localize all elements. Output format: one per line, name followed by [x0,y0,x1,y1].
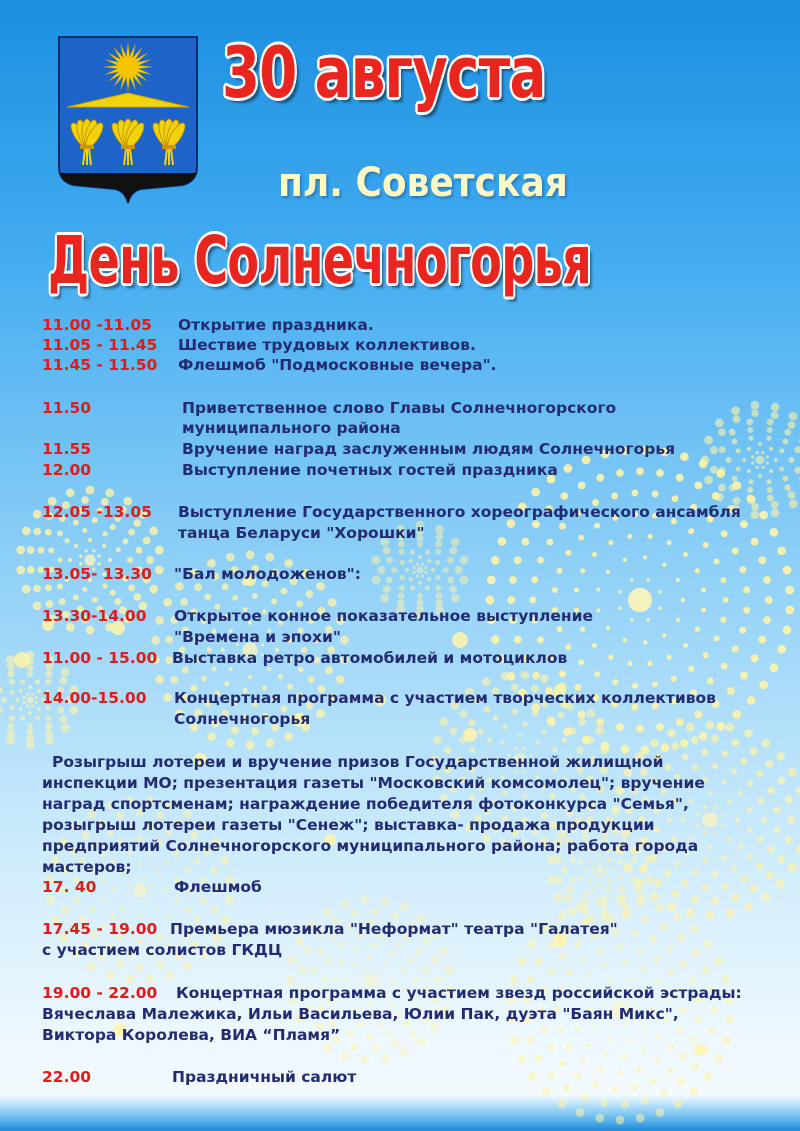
paragraph-line: мастеров; [42,858,132,876]
schedule-event: муниципального района [182,419,401,437]
schedule-event: Премьера мюзикла "Неформат" театра "Галатея" [170,920,618,938]
schedule-time: 17.45 - 19.00 [42,920,158,938]
paragraph-line: наград спортсменам; награждение победителя фотоконкурса "Семья", [42,795,689,813]
schedule-event: Вячеслава Малежика, Ильи Васильева, Юлии Пак, дуэта "Баян Микс", [42,1005,679,1023]
schedule-time: 17. 40 [42,878,97,896]
schedule-time: 12.05 -13.05 [42,503,152,521]
coat-of-arms-icon [57,35,199,205]
schedule-event: Солнечногорья [174,710,311,728]
schedule-time: 13.05- 13.30 [42,565,152,583]
schedule-event: Праздничный салют [172,1068,357,1086]
schedule-event: Выступление Государственного хореографического ансамбля [178,503,741,521]
schedule-event: Открытое конное показательное выступление [174,607,593,625]
date-title: 30 августа [222,32,546,114]
paragraph-line: предприятий Солнечногорского муниципального района; работа города [42,837,699,855]
schedule-time: 11.05 - 11.45 [42,336,158,354]
schedule-event: "Времена и эпохи" [174,628,341,646]
schedule-event: Концертная программа с участием творческих коллективов [174,689,716,707]
schedule-time: 11.00 - 15.00 [42,649,158,667]
schedule-time: 11.00 -11.05 [42,316,152,334]
schedule-event: с участием солистов ГКДЦ [42,941,283,959]
schedule-time: 19.00 - 22.00 [42,984,158,1002]
schedule-event: Вручение наград заслуженным людям Солнечногорья [182,440,676,458]
main-title: День Солнечногорья [48,222,592,299]
schedule-event: Открытие праздника. [178,316,374,334]
schedule-event: Выставка ретро автомобилей и мотоциклов [172,649,568,667]
place-title: пл. Советская [278,160,568,206]
schedule-event: Концертная программа с участием звезд российской эстрады: [176,984,742,1002]
schedule-time: 14.00-15.00 [42,689,147,707]
paragraph-line: инспекции МО; презентация газеты "Московский комсомолец"; вручение [42,774,705,792]
schedule-event: Приветственное слово Главы Солнечногорского [182,399,617,417]
schedule-time: 11.55 [42,440,92,458]
schedule-time: 12.00 [42,461,92,479]
schedule-event: "Бал молодоженов": [174,565,361,583]
paragraph-line: Розыгрыш лотереи и вручение призов Государственной жилищной [52,753,664,771]
schedule-event: танца Беларуси "Хорошки" [178,524,425,542]
schedule-event: Флешмоб "Подмосковные вечера". [178,356,497,374]
schedule-time: 13.30-14.00 [42,607,147,625]
schedule-time: 11.50 [42,399,92,417]
schedule-event: Виктора Королева, ВИА “Пламя” [42,1026,341,1044]
schedule-time: 11.45 - 11.50 [42,356,158,374]
schedule-event: Шествие трудовых коллективов. [178,336,476,354]
paragraph-line: розыгрыш лотереи газеты "Сенеж"; выставка- продажа продукции [42,816,655,834]
schedule-time: 22.00 [42,1068,92,1086]
schedule-event: Выступление почетных гостей праздника [182,461,558,479]
schedule-event: Флешмоб [174,878,262,896]
